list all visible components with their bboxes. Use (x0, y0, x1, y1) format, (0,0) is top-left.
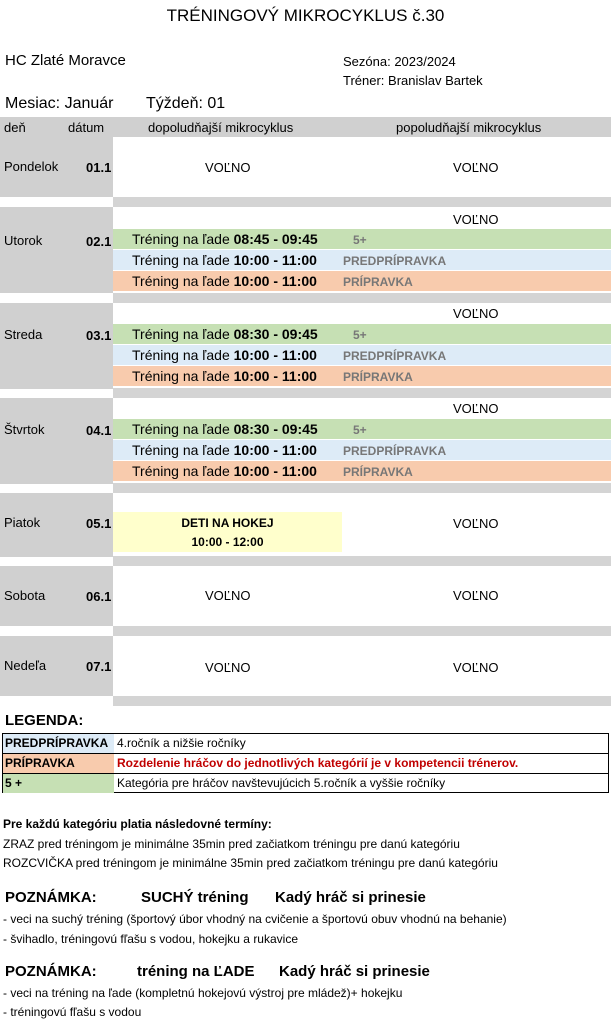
session-category: PREDPRÍPRAVKA (343, 444, 447, 458)
session-label: Tréning na ľade 08:30 - 09:45 (132, 326, 318, 342)
session-row (113, 250, 611, 270)
session-label: Tréning na ľade 10:00 - 11:00 (132, 347, 317, 363)
legend-title: LEGENDA: (5, 712, 84, 729)
row-separator (113, 483, 611, 493)
notes-line: ROZCVIČKA pred tréningom je minimálne 35min pred začiatkom tréningu pre danú kategóriu (3, 856, 498, 870)
column-morning: dopoludňajší mikrocyklus (148, 120, 294, 135)
saturday-afternoon: VOĽNO (453, 588, 499, 603)
session-label: Tréning na ľade 10:00 - 11:00 (132, 368, 317, 384)
legend-row (3, 774, 608, 793)
session-row (113, 419, 611, 439)
session-label: Tréning na ľade 08:30 - 09:45 (132, 421, 318, 437)
legend-code: PREDPRÍPRAVKA (3, 734, 114, 753)
session-label: Tréning na ľade 10:00 - 11:00 (132, 442, 317, 458)
season-label: Sezóna: 2023/2024 (343, 54, 456, 69)
day-name: Nedeľa (4, 658, 47, 673)
session-category: PRÍPRAVKA (343, 275, 413, 289)
day-date: 05.1 (86, 516, 112, 531)
day-cell-friday (0, 493, 113, 557)
session-category: 5+ (353, 233, 367, 247)
month-label: Mesiac: Január (5, 95, 114, 112)
kids-hockey-event (113, 512, 342, 552)
note-bring: Kadý hráč si prinesie (279, 963, 430, 980)
note-label: POZNÁMKA: (5, 889, 97, 906)
note-item: - veci na tréning na ľade (kompletnú hokejovú výstroj pre mládež)+ hokejku (3, 986, 403, 1000)
session-category: PREDPRÍPRAVKA (343, 349, 447, 363)
legend-desc: 4.ročník a nižšie ročníky (117, 736, 246, 750)
legend-table (2, 733, 609, 793)
column-date: dátum (68, 120, 105, 135)
session-label: Tréning na ľade 10:00 - 11:00 (132, 463, 317, 479)
day-cell-monday (0, 137, 113, 197)
day-name: Utorok (4, 233, 43, 248)
day-name: Piatok (4, 515, 41, 530)
notes-line: ZRAZ pred tréningom je minimálne 35min pred začiatkom tréningu pre danú kategóriu (3, 837, 460, 851)
note-heading: tréning na ĽADE (137, 963, 255, 980)
legend-code: PRÍPRAVKA (3, 754, 114, 773)
row-separator (113, 293, 611, 303)
session-row (113, 440, 611, 460)
note-item: - veci na suchý tréning (športový úbor vhodný na cvičenie a športovú obuv vhodnú na behanie) (3, 912, 507, 926)
row-separator (113, 696, 611, 706)
legend-row (3, 754, 608, 774)
session-category: PRÍPRAVKA (343, 465, 413, 479)
row-separator (113, 388, 611, 398)
row-separator (113, 556, 611, 566)
day-cell-thursday (0, 398, 113, 484)
session-category: 5+ (353, 328, 367, 342)
note-bring: Kadý hráč si prinesie (275, 889, 426, 906)
note-item: - tréningovú fľašu s vodou (3, 1005, 142, 1019)
coach-label: Tréner: Branislav Bartek (343, 73, 483, 88)
day-date: 07.1 (86, 659, 112, 674)
column-day: deň (4, 120, 26, 135)
session-label: Tréning na ľade 08:45 - 09:45 (132, 231, 318, 247)
row-separator (113, 626, 611, 636)
note-heading: SUCHÝ tréning (141, 889, 249, 906)
day-name: Štvrtok (4, 422, 45, 437)
friday-afternoon: VOĽNO (453, 516, 499, 531)
session-row (113, 366, 611, 386)
session-row (113, 229, 611, 249)
day-cell-tuesday (0, 207, 113, 293)
day-date: 02.1 (86, 234, 112, 249)
club-name: HC Zlaté Moravce (5, 52, 126, 69)
saturday-morning: VOĽNO (205, 588, 251, 603)
legend-row (3, 734, 608, 754)
monday-afternoon: VOĽNO (453, 160, 499, 175)
monday-morning: VOĽNO (205, 160, 251, 175)
legend-desc: Kategória pre hráčov navštevujúcich 5.ročník a vyššie ročníky (117, 776, 446, 790)
week-label: Týždeň: 01 (146, 95, 226, 112)
day-date: 03.1 (86, 328, 112, 343)
day-cell-sunday (0, 636, 113, 696)
day-cell-wednesday (0, 303, 113, 389)
sunday-morning: VOĽNO (205, 660, 251, 675)
legend-code: 5 + (3, 774, 114, 793)
day-cell-saturday (0, 566, 113, 626)
session-category: PRÍPRAVKA (343, 370, 413, 384)
legend-desc: Rozdelenie hráčov do jednotlivých kategórií je v kompetencii trénerov. (117, 756, 519, 770)
session-label: Tréning na ľade 10:00 - 11:00 (132, 273, 317, 289)
column-header-row (0, 117, 611, 137)
session-category: 5+ (353, 423, 367, 437)
day-date: 06.1 (86, 589, 112, 604)
row-separator (113, 197, 611, 207)
day-name: Pondelok (4, 159, 59, 174)
page-title: TRÉNINGOVÝ MIKROCYKLUS č.30 (166, 6, 445, 25)
day-name: Sobota (4, 588, 46, 603)
event-time: 10:00 - 12:00 (191, 535, 264, 549)
notes-intro: Pre každú kategóriu platia následovné termíny: (3, 817, 272, 831)
session-row (113, 461, 611, 481)
session-row (113, 271, 611, 291)
session-row (113, 324, 611, 344)
day-date: 04.1 (86, 423, 112, 438)
day-date: 01.1 (86, 160, 112, 175)
note-label: POZNÁMKA: (5, 963, 97, 980)
note-item: - švihadlo, tréningovú fľašu s vodou, hokejku a rukavice (3, 932, 298, 946)
session-row (113, 345, 611, 365)
session-category: PREDPRÍPRAVKA (343, 254, 447, 268)
sunday-afternoon: VOĽNO (453, 660, 499, 675)
tuesday-afternoon: VOĽNO (453, 212, 499, 227)
thursday-afternoon: VOĽNO (453, 401, 499, 416)
session-label: Tréning na ľade 10:00 - 11:00 (132, 252, 317, 268)
wednesday-afternoon: VOĽNO (453, 306, 499, 321)
column-afternoon: popoludňajší mikrocyklus (396, 120, 542, 135)
day-name: Streda (4, 327, 43, 342)
event-title: DETI NA HOKEJ (181, 516, 274, 530)
